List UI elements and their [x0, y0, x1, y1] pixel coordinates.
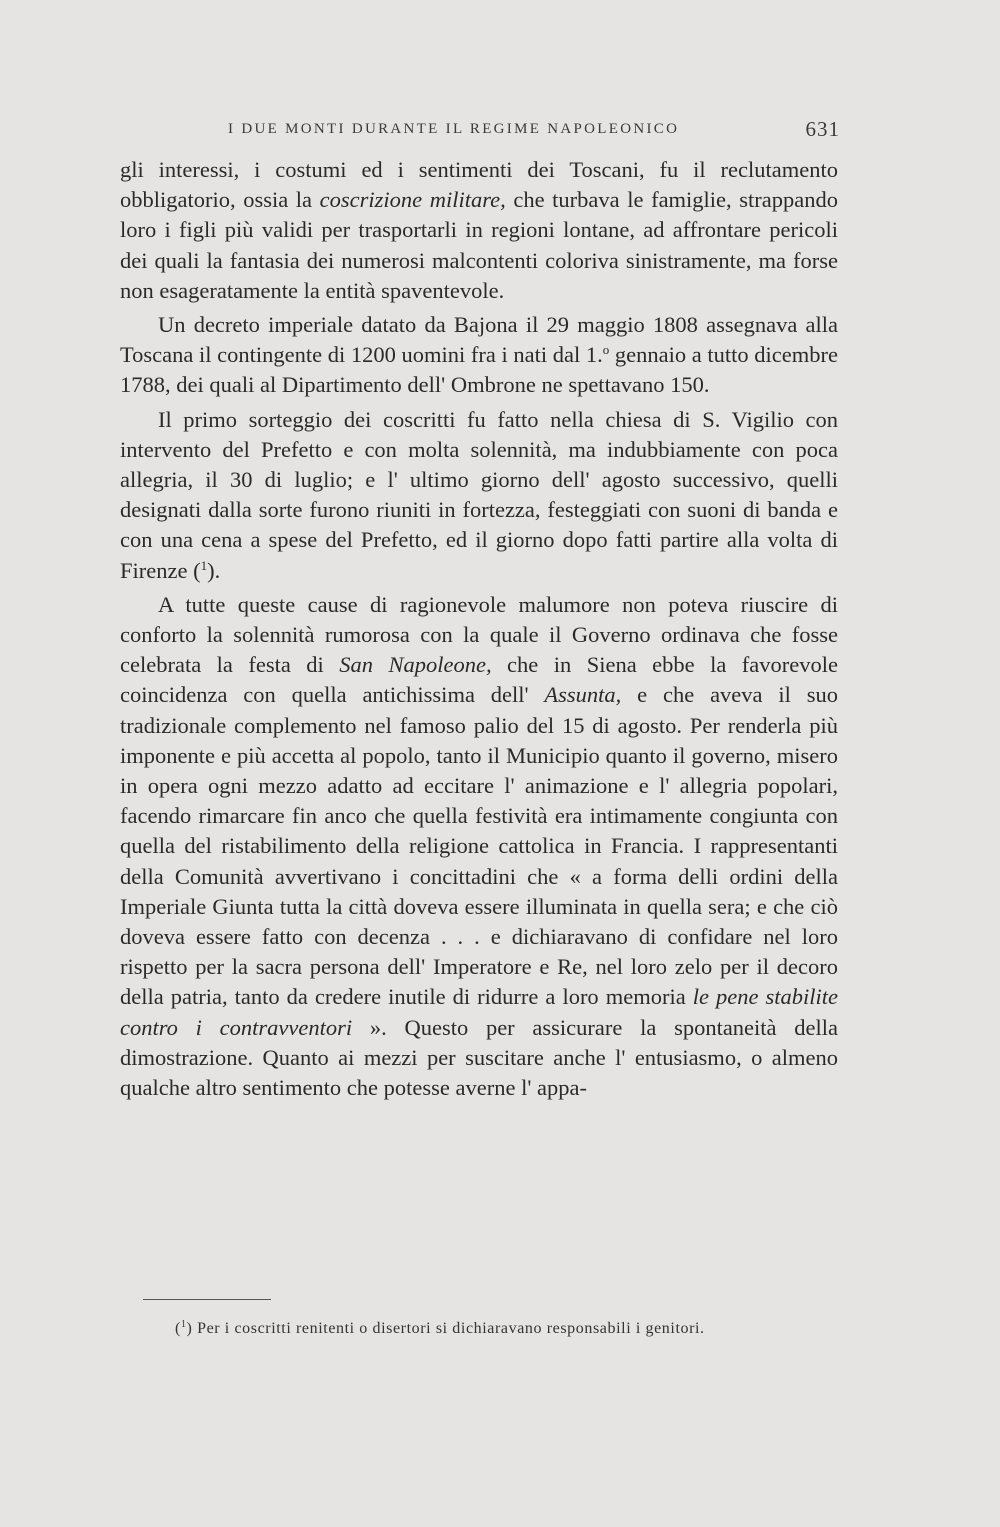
main-text	[120, 155, 838, 1103]
paragraph-4	[120, 590, 838, 1103]
ordinal-superscript: o	[602, 342, 610, 358]
text-run: Un decreto imperiale datato da Bajona il 29 maggio 1808 assegnava alla Toscana il contingente di 1200 uomini fra i nati dal 1.	[120, 312, 838, 368]
italic-run: Assunta,	[544, 682, 622, 708]
italic-run: coscrizione militare,	[319, 187, 506, 213]
running-title: I DUE MONTI DURANTE IL REGIME NAPOLEONICO	[228, 121, 680, 137]
text-run: ». Questo per assicurare la spontaneità della dimostrazione. Quanto ai mezzi per suscitare anche l' entusiasmo, o almeno qualche altro sentimento che potesse averne l' appa-	[120, 1014, 838, 1101]
text-run: che turbava le famiglie, strappando loro i figli più validi per trasportarli in regioni lontane, ad affrontare pericoli dei quali la fantasia dei numerosi malcontenti coloriva sinistramente, ma forse non esageratamente la entità spaventevole.	[120, 187, 838, 303]
paragraph-2	[120, 310, 838, 401]
page-header	[120, 117, 840, 147]
text-run: Il primo sorteggio dei coscritti fu fatto nella chiesa di S. Vigilio con intervento del Prefetto e con molta solennità, ma indubbiamente con poca allegria, il 30 di luglio; e l' ultimo giorno dell' agosto successivo, quelli designati dalla sorte furono riuniti in fortezza, festeggiati con suoni di banda e con una cena a spese del Prefetto, ed il giorno dopo fatti partire alla volta di Firenze (	[120, 406, 838, 583]
footnote-text: Per i coscritti renitenti o disertori si dichiaravano responsabili i genitori.	[192, 1320, 705, 1337]
text-run: ).	[207, 557, 221, 583]
footnote: ($^1$) Per i coscritti renitenti o disertori si dichiaravano responsabili i genitori.	[175, 1319, 705, 1337]
italic-run: le pene stabilite contro i contravventori	[120, 984, 838, 1040]
paragraph-3	[120, 405, 838, 586]
footnote-divider	[143, 1299, 271, 1300]
text-run: che in Siena ebbe la favorevole coincidenza con quella antichissima dell'	[120, 652, 839, 708]
text-run: e che aveva il suo tradizionale complemento nel famoso palio del 15 di agosto. Per renderla più imponente e più accetta al popolo, tanto il Municipio quanto il governo, misero in opera ogni mezzo adatto ad eccitare l' animazione e l' allegria popolari, facendo rimarcare fin anco che quella festività era intimamente congiunta con quella del ristabilimento della religione cattolica in Francia. I rappresentanti della Comunità avvertivano i concittadini che « a forma delli ordini della Imperiale Giunta tutta la città doveva essere illuminata in quella sera; e che ciò doveva essere fatto con decenza . . . e dichiaravano di confidare nel loro rispetto per la sacra persona dell' Imperatore e Re, nel loro zelo per il decoro della patria, tanto da credere inutile di ridurre a loro memoria	[120, 682, 838, 1010]
page-number: 631	[805, 117, 840, 141]
footnote-reference: 1	[200, 557, 208, 573]
text-run: A tutte queste cause di ragionevole malumore non poteva riuscire di conforto la solennità rumorosa con la quale il Governo ordinava che fosse celebrata la festa di	[120, 591, 838, 678]
footnote-marker: 1	[180, 1319, 187, 1330]
italic-run: San Napoleone,	[339, 652, 492, 678]
paragraph-1	[120, 155, 838, 306]
text-run: gli interessi, i costumi ed i sentimenti dei Toscani, fu il reclutamento obbligatorio, ossia la	[120, 157, 838, 213]
text-run: gennaio a tutto dicembre 1788, dei quali al Dipartimento dell' Ombrone ne spettavano 150.	[120, 342, 839, 398]
